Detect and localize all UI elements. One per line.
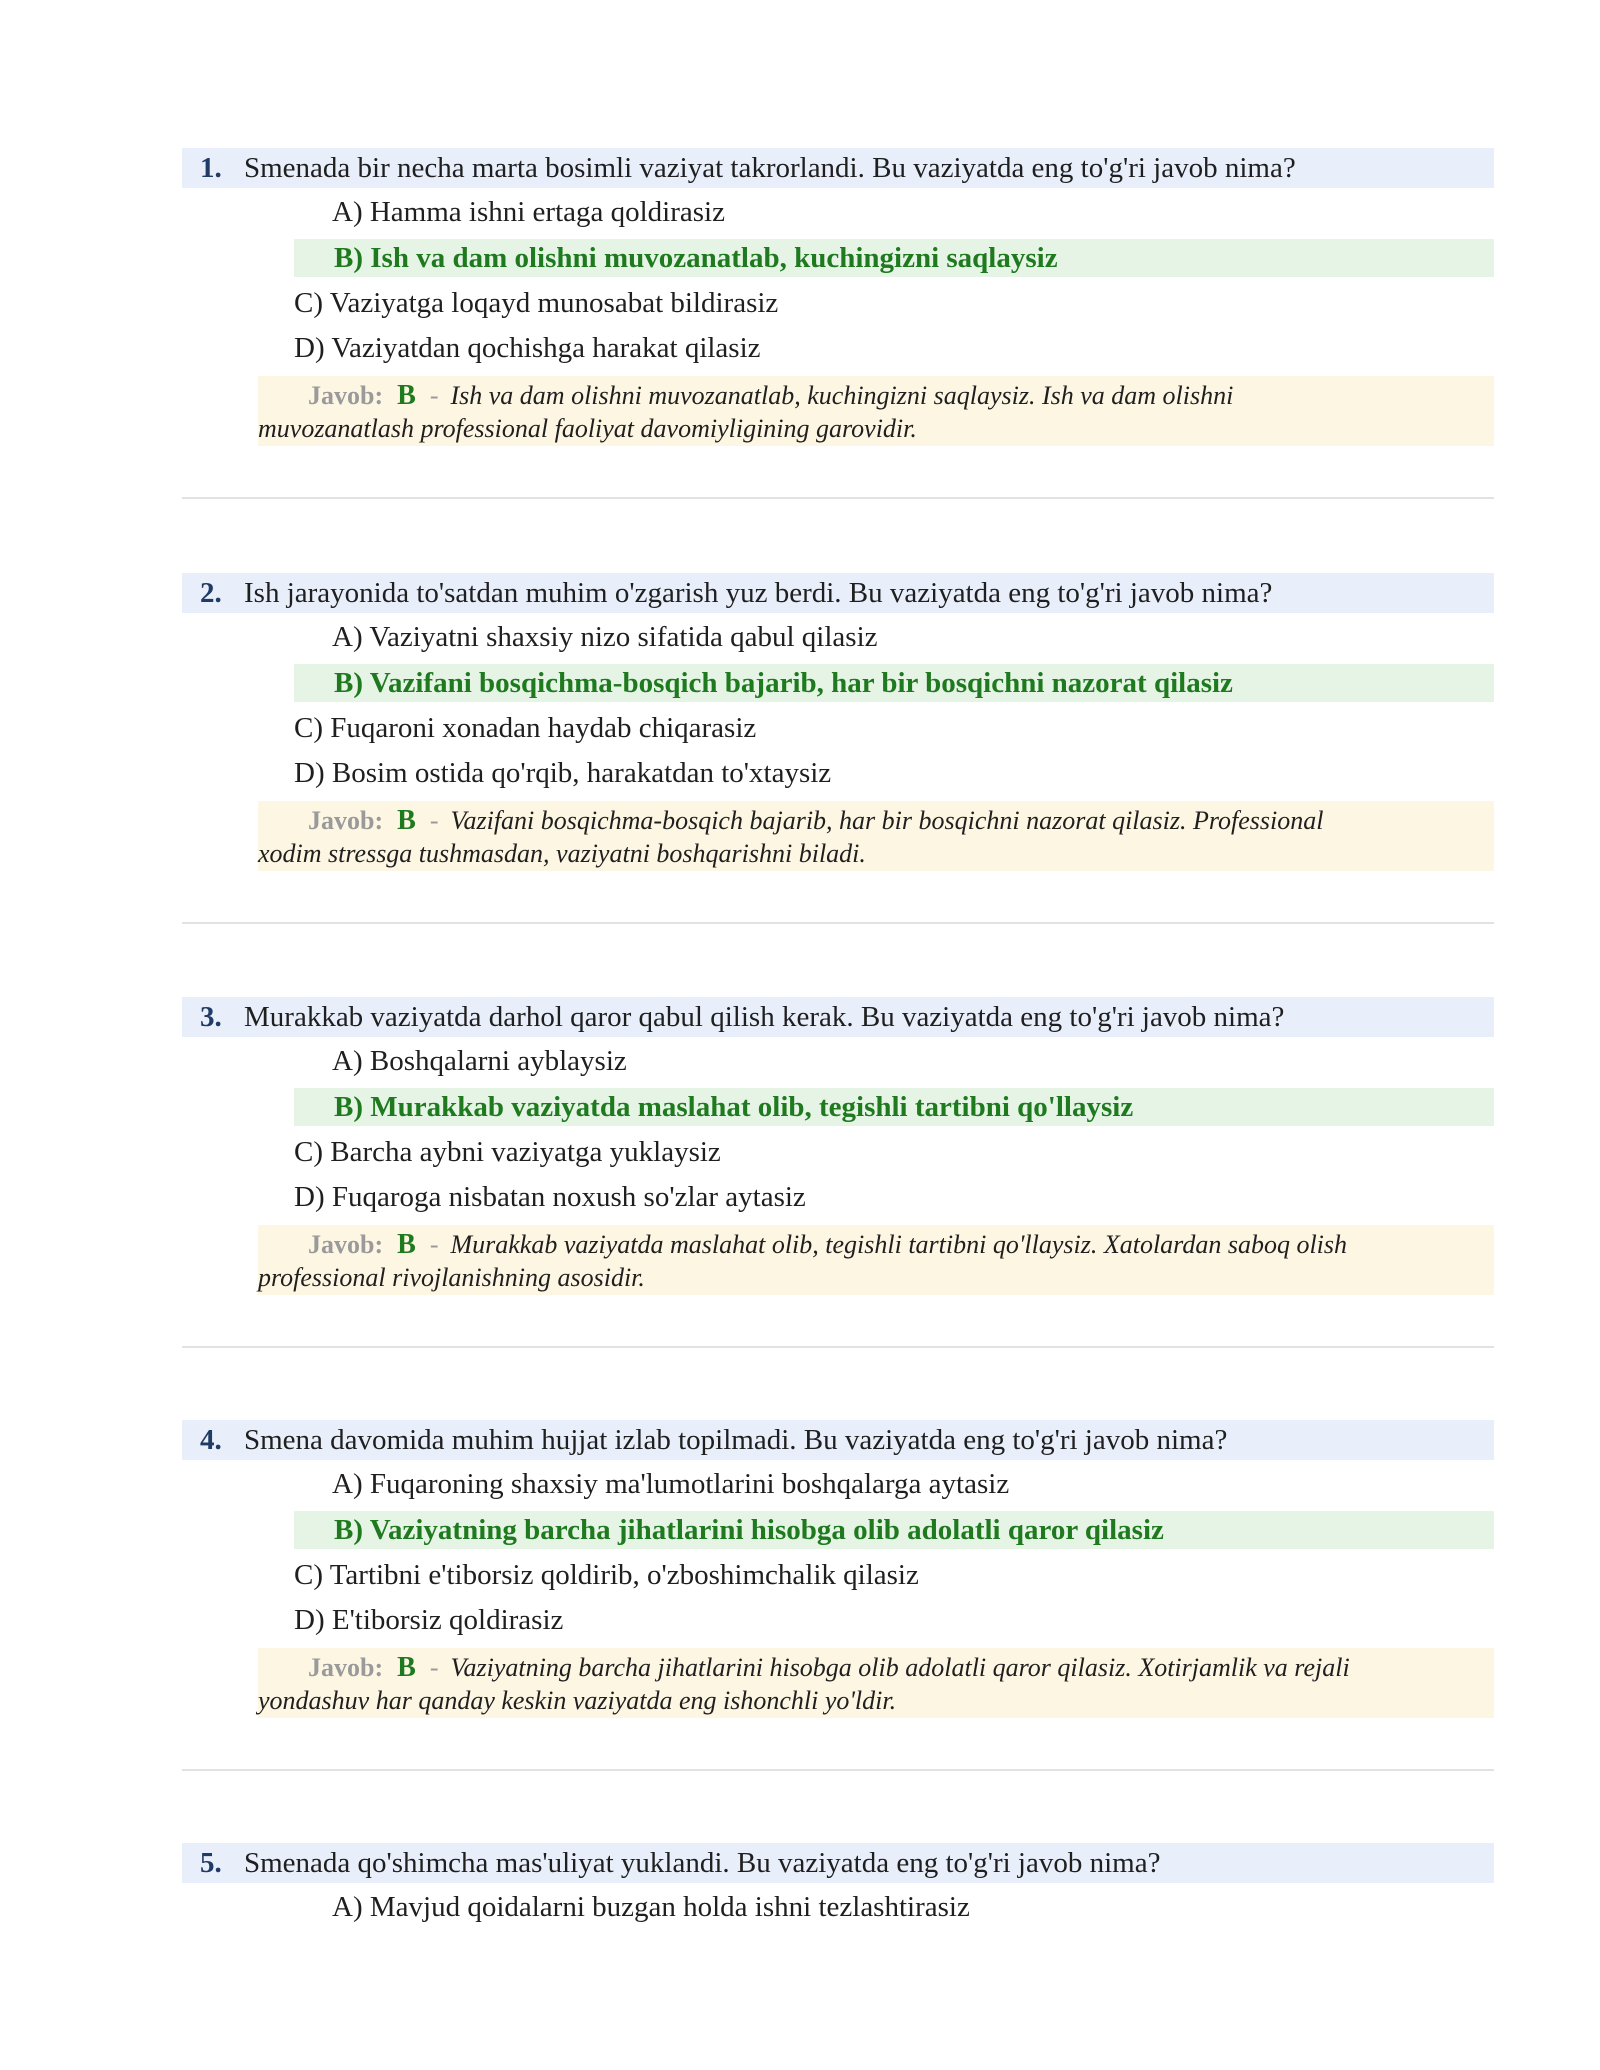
- option-b-correct: B) Vazifani bosqichma-bosqich bajarib, har bir bosqichni nazorat qilasiz: [334, 667, 1233, 699]
- answer-separator: -: [429, 381, 439, 410]
- answer-line-2: yondashuv har qanday keskin vaziyatda eng ishonchli yo'ldir.: [258, 1686, 897, 1715]
- answer-separator: -: [429, 1653, 439, 1682]
- question-text: Smenada bir necha marta bosimli vaziyat takrorlandi. Bu vaziyatda eng to'g'ri javob nima?: [244, 152, 1296, 184]
- question-block-4: [182, 1420, 1494, 1772]
- option-c: C) Fuqaroni xonadan haydab chiqarasiz: [294, 712, 757, 744]
- answer-box: [258, 1648, 1494, 1718]
- answer-line-1: [258, 803, 1323, 839]
- question-header: [182, 1843, 1494, 1883]
- option-a: A) Hamma ishni ertaga qoldirasiz: [332, 196, 725, 228]
- answer-line-1: [258, 378, 1233, 414]
- question-text: Smena davomida muhim hujjat izlab topilmadi. Bu vaziyatda eng to'g'ri javob nima?: [244, 1424, 1228, 1456]
- question-text: Ish jarayonida to'satdan muhim o'zgarish yuz berdi. Bu vaziyatda eng to'g'ri javob nima?: [244, 577, 1273, 609]
- question-header: [182, 573, 1494, 613]
- answer-letter: B: [397, 1229, 416, 1260]
- answer-label: Javob:: [308, 381, 384, 410]
- answer-label: Javob:: [308, 1653, 384, 1682]
- answer-separator: -: [429, 1230, 439, 1259]
- question-block-3: [182, 997, 1494, 1349]
- answer-line-2: professional rivojlanishning asosidir.: [258, 1263, 645, 1292]
- option-d: D) E'tiborsiz qoldirasiz: [294, 1604, 564, 1636]
- answer-separator: -: [429, 806, 439, 835]
- option-d: D) Bosim ostida qo'rqib, harakatdan to'xtaysiz: [294, 757, 832, 789]
- option-a: A) Boshqalarni ayblaysiz: [332, 1045, 627, 1077]
- answer-explanation: Vazifani bosqichma-bosqich bajarib, har bir bosqichni nazorat qilasiz. Professional: [450, 806, 1324, 835]
- answer-label: Javob:: [308, 1230, 384, 1259]
- answer-box: [258, 376, 1494, 446]
- answer-line-1: [258, 1227, 1347, 1263]
- question-number: 4.: [200, 1424, 222, 1456]
- answer-line-2: muvozanatlash professional faoliyat davomiyligining garovidir.: [258, 414, 917, 443]
- option-a: A) Vaziyatni shaxsiy nizo sifatida qabul qilasiz: [332, 621, 878, 653]
- question-header: [182, 148, 1494, 188]
- option-b-correct: B) Ish va dam olishni muvozanatlab, kuchingizni saqlaysiz: [334, 242, 1058, 274]
- answer-line-1: [258, 1650, 1350, 1686]
- option-c: C) Vaziyatga loqayd munosabat bildirasiz: [294, 287, 779, 319]
- question-number: 5.: [200, 1847, 222, 1879]
- question-block-1: [182, 148, 1494, 500]
- option-b-correct: B) Murakkab vaziyatda maslahat olib, tegishli tartibni qo'llaysiz: [334, 1091, 1134, 1123]
- option-c: C) Tartibni e'tiborsiz qoldirib, o'zboshimchalik qilasiz: [294, 1559, 919, 1591]
- option-c: C) Barcha aybni vaziyatga yuklaysiz: [294, 1136, 721, 1168]
- question-text: Smenada qo'shimcha mas'uliyat yuklandi. Bu vaziyatda eng to'g'ri javob nima?: [244, 1847, 1161, 1879]
- question-number: 1.: [200, 152, 222, 184]
- answer-explanation: Murakkab vaziyatda maslahat olib, tegishli tartibni qo'llaysiz. Xatolardan saboq olish: [450, 1230, 1348, 1259]
- answer-box: [258, 1225, 1494, 1295]
- divider: [182, 1346, 1494, 1348]
- answer-label: Javob:: [308, 806, 384, 835]
- question-number: 2.: [200, 577, 222, 609]
- option-a: A) Mavjud qoidalarni buzgan holda ishni tezlashtirasiz: [332, 1891, 970, 1923]
- answer-box: [258, 801, 1494, 871]
- option-d: D) Fuqaroga nisbatan noxush so'zlar aytasiz: [294, 1181, 806, 1213]
- divider: [182, 922, 1494, 924]
- divider: [182, 1769, 1494, 1771]
- answer-letter: B: [397, 380, 416, 411]
- answer-explanation: Vaziyatning barcha jihatlarini hisobga olib adolatli qaror qilasiz. Xotirjamlik va rejali: [450, 1653, 1350, 1682]
- question-block-5: [182, 1843, 1494, 1933]
- answer-explanation: Ish va dam olishni muvozanatlab, kuchingizni saqlaysiz. Ish va dam olishni: [450, 381, 1234, 410]
- question-block-2: [182, 573, 1494, 925]
- option-a: A) Fuqaroning shaxsiy ma'lumotlarini boshqalarga aytasiz: [332, 1468, 1010, 1500]
- divider: [182, 497, 1494, 499]
- answer-letter: B: [397, 1652, 416, 1683]
- question-text: Murakkab vaziyatda darhol qaror qabul qilish kerak. Bu vaziyatda eng to'g'ri javob nima?: [244, 1001, 1285, 1033]
- option-b-correct: B) Vaziyatning barcha jihatlarini hisobga olib adolatli qaror qilasiz: [334, 1514, 1164, 1546]
- question-header: [182, 1420, 1494, 1460]
- option-d: D) Vaziyatdan qochishga harakat qilasiz: [294, 332, 761, 364]
- question-number: 3.: [200, 1001, 222, 1033]
- answer-line-2: xodim stressga tushmasdan, vaziyatni boshqarishni biladi.: [258, 839, 866, 868]
- answer-letter: B: [397, 805, 416, 836]
- question-header: [182, 997, 1494, 1037]
